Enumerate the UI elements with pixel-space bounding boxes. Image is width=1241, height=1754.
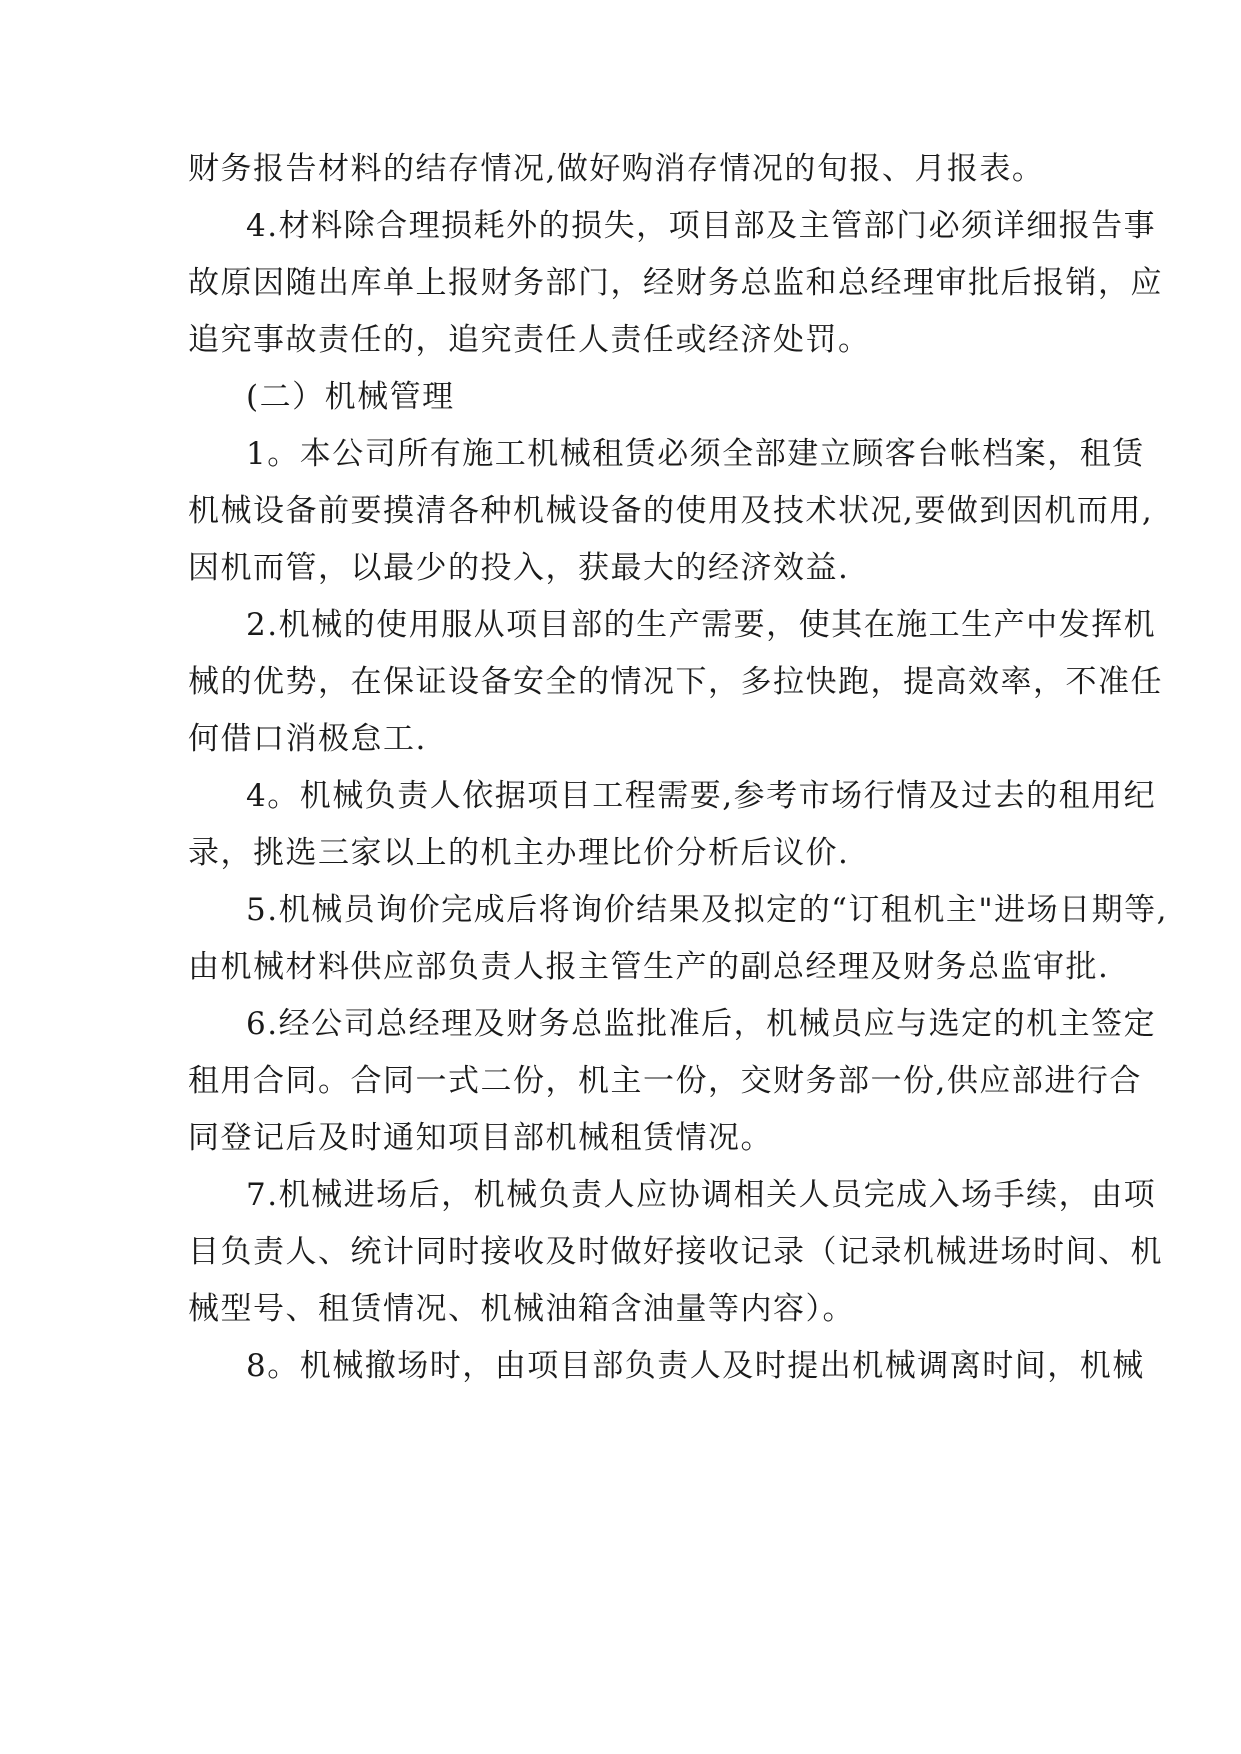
text-line-14: 5.机械员询价完成后将询价结果及拟定的“订租机主"进场日期等,: [246, 892, 1169, 928]
text-line-18: 同登记后及时通知项目部机械租赁情况。: [188, 1120, 773, 1156]
text-line-20: 目负责人、统计同时接收及时做好接收记录（记录机械进场时间、机: [188, 1234, 1163, 1270]
text-line-9: 2.机械的使用服从项目部的生产需要，使其在施工生产中发挥机: [246, 607, 1157, 643]
text-line-3: 故原因随出库单上报财务部门，经财务总监和总经理审批后报销，应: [188, 265, 1163, 301]
text-line-22: 8。机械撤场时，由项目部负责人及时提出机械调离时间，机械: [246, 1348, 1145, 1384]
text-line-7: 机械设备前要摸清各种机械设备的使用及技术状况,要做到因机而用,: [188, 493, 1154, 529]
text-line-15: 由机械材料供应部负责人报主管生产的副总经理及财务总监审批.: [188, 949, 1110, 985]
section-heading: (二）机械管理: [246, 379, 455, 415]
text-line-17: 租用合同。合同一式二份，机主一份，交财务部一份,供应部进行合: [188, 1063, 1142, 1099]
text-line-11: 何借口消极怠工.: [188, 721, 427, 757]
text-line-19: 7.机械进场后，机械负责人应协调相关人员完成入场手续，由项: [246, 1177, 1157, 1213]
text-line-12: 4。机械负责人依据项目工程需要,参考市场行情及过去的租用纪: [246, 778, 1157, 814]
text-line-4: 追究事故责任的，追究责任人责任或经济处罚。: [188, 322, 871, 358]
text-line-10: 械的优势，在保证设备安全的情况下，多拉快跑，提高效率，不准任: [188, 664, 1163, 700]
text-line-2: 4.材料除合理损耗外的损失，项目部及主管部门必须详细报告事: [246, 208, 1157, 244]
text-line-16: 6.经公司总经理及财务总监批准后，机械员应与选定的机主签定: [246, 1006, 1157, 1042]
text-line-21: 械型号、租赁情况、机械油箱含油量等内容）。: [188, 1291, 855, 1327]
text-line-6: 1。本公司所有施工机械租赁必须全部建立顾客台帐档案，租赁: [246, 436, 1145, 472]
text-line-8: 因机而管，以最少的投入，获最大的经济效益.: [188, 550, 850, 586]
text-line-13: 录，挑选三家以上的机主办理比价分析后议价.: [188, 835, 850, 871]
text-line-1: 财务报告材料的结存情况,做好购消存情况的旬报、月报表。: [188, 151, 1045, 187]
